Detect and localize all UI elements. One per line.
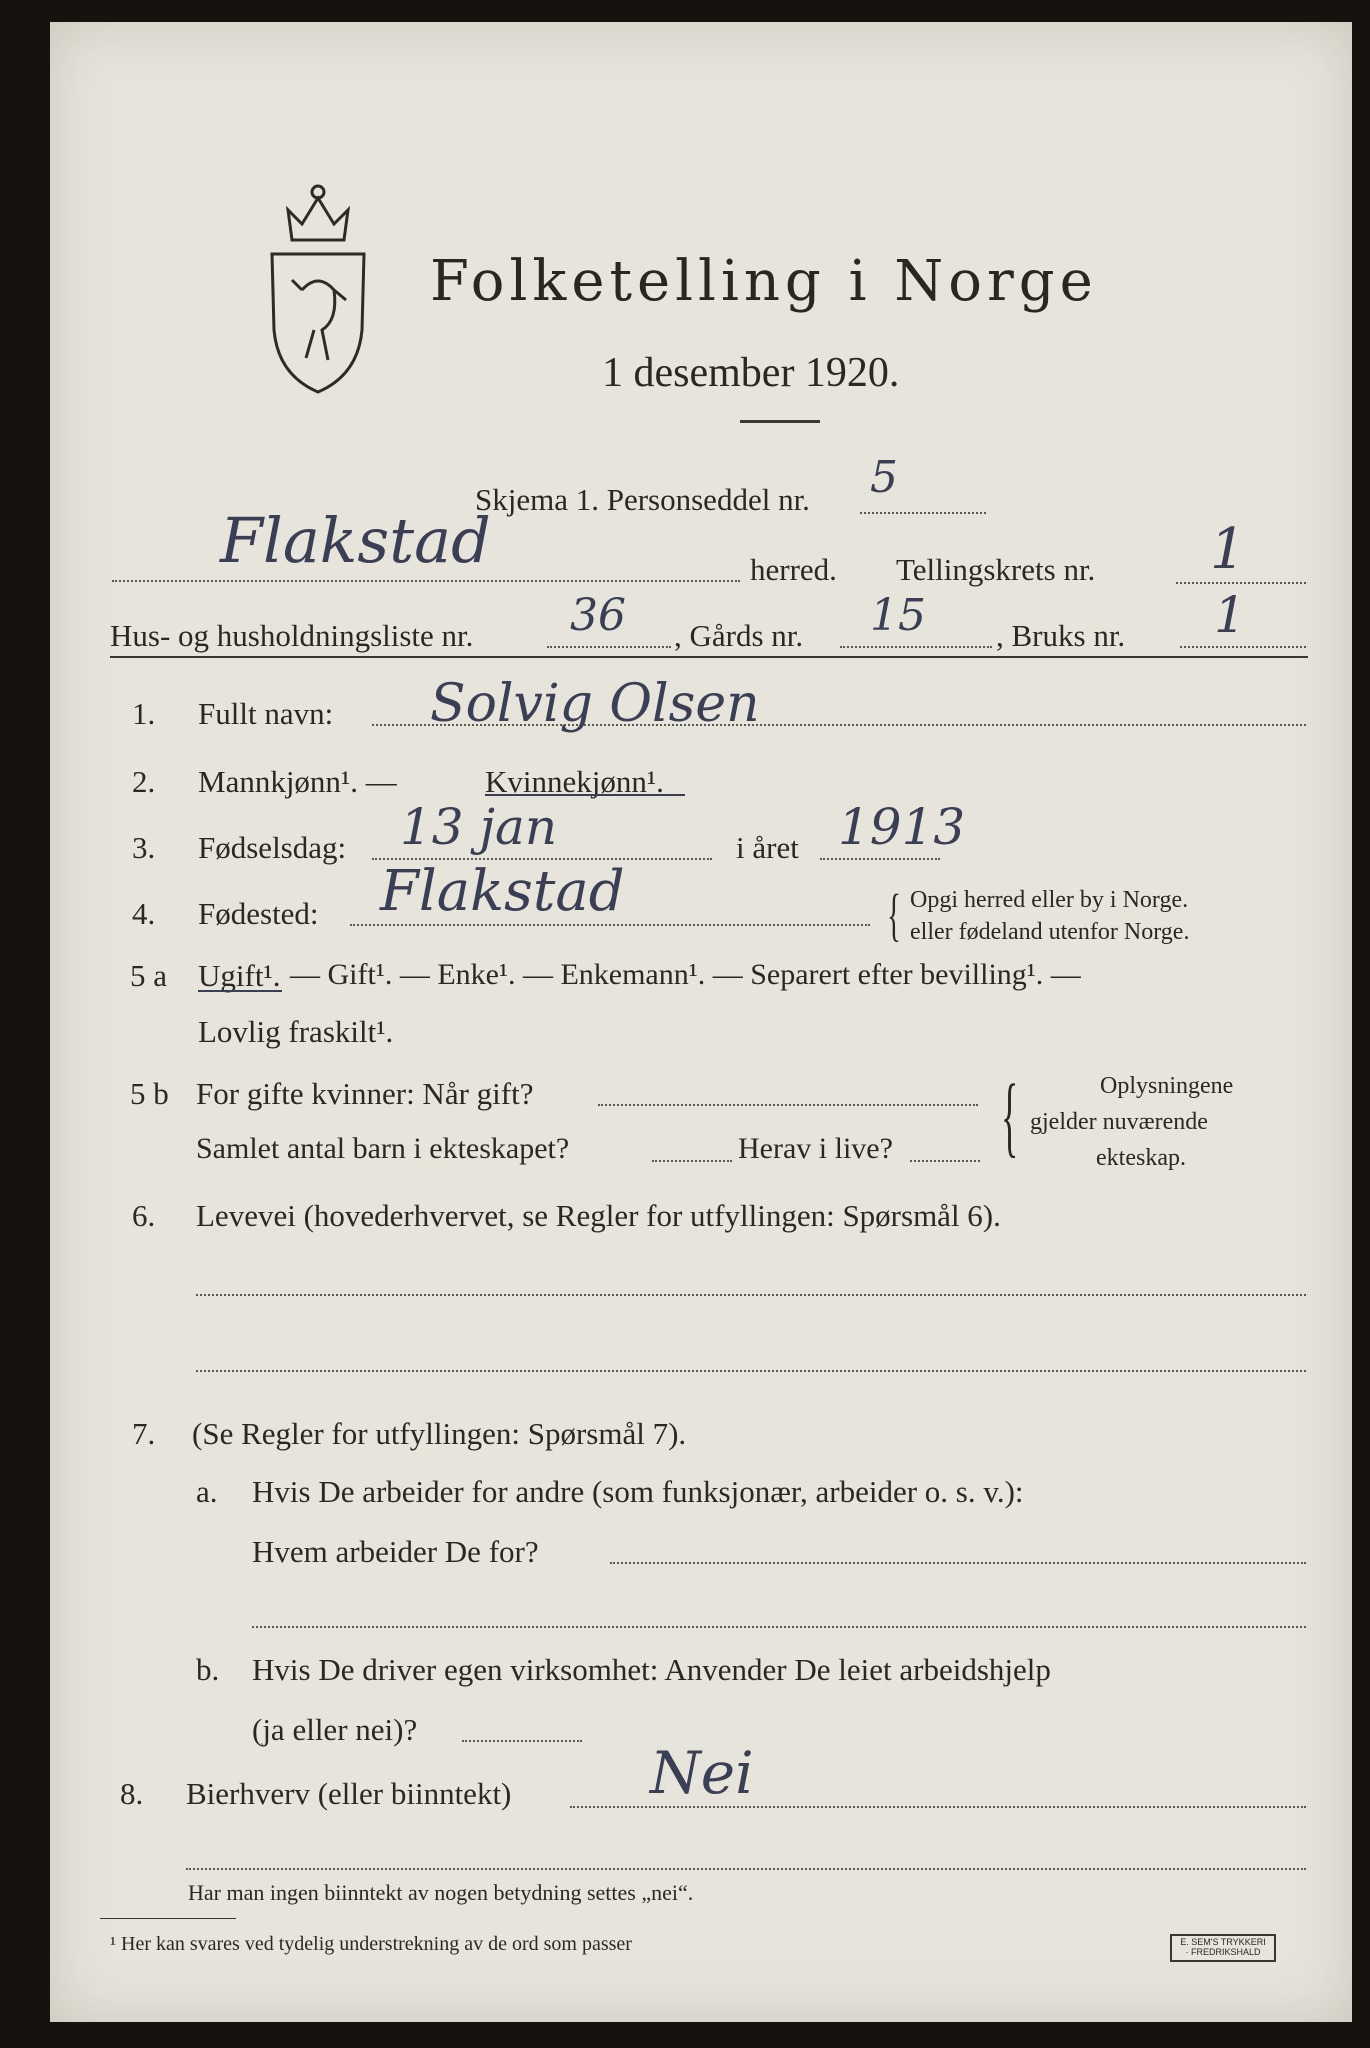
q5b-line1-label: For gifte kvinner: Når gift? — [196, 1076, 534, 1111]
q4-value[interactable]: Flakstad — [380, 859, 625, 924]
q5a-ugift-underline — [198, 990, 282, 992]
q5b-note-brace: { — [1000, 1067, 1019, 1166]
q7b-line2: (ja eller nei)? — [252, 1712, 418, 1747]
tellingskrets-label: Tellingskrets nr. — [896, 552, 1096, 587]
q5b-barn-line — [652, 1160, 732, 1162]
q5a-ugift-option[interactable]: Ugift¹. — [198, 958, 281, 993]
q7b-line1: Hvis De driver egen virksomhet: Anvender De leiet arbeidshjelp — [252, 1652, 1051, 1687]
personseddel-value[interactable]: 5 — [870, 452, 898, 503]
q7a-line2: Hvem arbeider De for? — [252, 1534, 539, 1569]
page-title: Folketelling i Norge — [430, 249, 1098, 314]
q6-number: 6. — [132, 1198, 156, 1233]
gards-line — [840, 646, 992, 648]
bruks-line — [1180, 646, 1306, 648]
q3-number: 3. — [132, 830, 156, 865]
q7b-answer-line — [462, 1740, 582, 1742]
q2-female-underline — [485, 794, 685, 796]
hus-value[interactable]: 36 — [570, 590, 626, 641]
footnote: ¹ Her kan svares ved tydelig understrekning av de ord som passer — [110, 1933, 632, 1955]
q8-label: Bierhverv (eller biinntekt) — [186, 1776, 512, 1811]
q7a-answer-line1 — [610, 1562, 1306, 1564]
q1-label: Fullt navn: — [198, 696, 334, 731]
q1-value[interactable]: Solvig Olsen — [430, 674, 760, 734]
q5b-naar-gift-line — [598, 1104, 978, 1106]
q3-year-value[interactable]: 1913 — [838, 798, 966, 856]
q6-line2 — [196, 1370, 1306, 1372]
q3-label: Fødselsdag: — [198, 830, 347, 865]
q3-year-label: i året — [736, 830, 799, 865]
q5b-barn-label: Samlet antal barn i ekteskapet? — [196, 1132, 570, 1165]
printer-stamp: E. SEM'S TRYKKERI · FREDRIKSHALD — [1170, 1934, 1276, 1962]
header-divider — [110, 656, 1308, 658]
herred-line — [112, 580, 740, 582]
tellingskrets-value[interactable]: 1 — [1210, 517, 1246, 582]
q4-note-line1: Opgi herred eller by i Norge. — [910, 887, 1189, 913]
q7a-line1: Hvis De arbeider for andre (som funksjonær, arbeider o. s. v.): — [252, 1474, 1024, 1509]
q4-line — [350, 924, 870, 926]
q7-label: (Se Regler for utfyllingen: Spørsmål 7). — [192, 1416, 687, 1451]
q1-number: 1. — [132, 696, 156, 731]
q2-number: 2. — [132, 764, 156, 799]
q5b-note-line2: gjelder nuværende — [1030, 1109, 1208, 1135]
q2-female-option[interactable]: Kvinnekjønn¹. — [485, 764, 664, 799]
q3-year-line — [820, 858, 940, 860]
q8-line2 — [186, 1868, 1306, 1870]
bruks-label: , Bruks nr. — [996, 618, 1126, 653]
skjema-label: Skjema 1. Personseddel nr. — [475, 482, 810, 517]
q7a-letter: a. — [196, 1474, 218, 1509]
bruks-value[interactable]: 1 — [1214, 586, 1246, 644]
footnote-divider — [100, 1918, 236, 1919]
q6-line1 — [196, 1294, 1306, 1296]
q5b-note-line3: ekteskap. — [1096, 1145, 1186, 1171]
q4-note-brace: { — [886, 882, 901, 947]
q8-value[interactable]: Nei — [650, 1739, 754, 1807]
gards-label: , Gårds nr. — [674, 618, 804, 653]
q4-note-line2: eller fødeland utenfor Norge. — [910, 919, 1190, 945]
herred-value[interactable]: Flakstad — [220, 504, 491, 577]
q5b-live-line — [910, 1160, 980, 1162]
q5b-live-label: Herav i live? — [738, 1132, 893, 1165]
hus-line — [547, 646, 671, 648]
gards-value[interactable]: 15 — [870, 590, 926, 641]
q5b-note-line1: Oplysningene — [1100, 1073, 1234, 1099]
census-form-page — [50, 22, 1352, 2022]
q7b-letter: b. — [196, 1652, 220, 1687]
census-date: 1 desember 1920. — [602, 350, 900, 396]
q2-male-option[interactable]: Mannkjønn¹. — — [198, 764, 397, 799]
personseddel-line — [860, 512, 986, 514]
herred-label: herred. — [750, 552, 837, 587]
q5b-number: 5 b — [130, 1076, 169, 1111]
q6-label: Levevei (hovederhvervet, se Regler for utfyllingen: Spørsmål 6). — [196, 1198, 1001, 1233]
title-divider — [740, 420, 820, 423]
q4-number: 4. — [132, 896, 156, 931]
hus-label: Hus- og husholdningsliste nr. — [110, 618, 474, 653]
biinntekt-note: Har man ingen biinntekt av nogen betydning settes „nei“. — [188, 1880, 694, 1905]
norway-coat-of-arms-icon — [262, 180, 374, 400]
q8-number: 8. — [120, 1776, 144, 1811]
q5a-other-options[interactable]: — Gift¹. — Enke¹. — Enkemann¹. — Separert efter bevilling¹. — — [290, 958, 1081, 991]
q4-label: Fødested: — [198, 896, 319, 931]
q5a-lovlig-fraskilt[interactable]: Lovlig fraskilt¹. — [198, 1014, 394, 1049]
q7a-answer-line2 — [252, 1626, 1306, 1628]
tellingskrets-line — [1176, 582, 1306, 584]
q5a-number: 5 a — [130, 958, 168, 993]
q7-number: 7. — [132, 1416, 156, 1451]
q3-value[interactable]: 13 jan — [400, 798, 558, 856]
